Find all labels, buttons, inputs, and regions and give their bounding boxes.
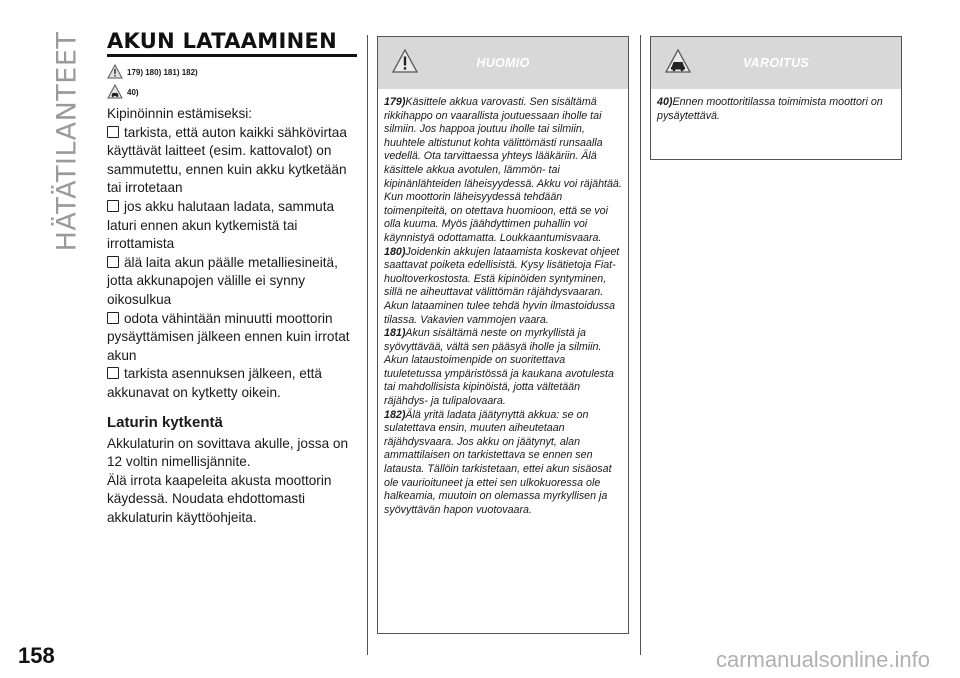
checkbox-bullet-icon [107,367,119,379]
warning-triangle-icon [107,64,123,80]
list-item: odota vähintään minuutti moottorin pysäyttämisen jälkeen ennen kuin irrotat akun [107,310,350,363]
paragraph: Akkulaturin on sovittava akulle, jossa on 12 voltin nimellisjännite. [107,435,349,470]
chapter-title-text: HÄTÄTILANTEET [51,31,83,251]
warning-refs-text: 179) 180) 181) 182) [127,67,198,77]
huomio-title: HUOMIO [476,56,530,70]
column-divider [640,35,641,655]
checkbox-bullet-icon [107,256,119,268]
section-body [107,105,357,527]
checkbox-bullet-icon [107,312,119,324]
list-item: tarkista asennuksen jälkeen, että akkunavat on kytketty oikein. [107,366,322,400]
chapter-title [50,31,84,251]
huomio-box [377,36,629,634]
notice-item: 40)Ennen moottoritilassa toimimista moottori on pysäytettävä. [657,96,883,122]
huomio-header [378,37,628,89]
list-item: älä laita akun päälle metalliesineitä, jotta akkunapojen välille ei synny oikosulkua [107,254,338,307]
subheading: Laturin kytkentä [107,413,223,431]
notice-item: 182)Älä yritä ladata jäätynyttä akkua: se on sulatettava ensin, muuten aiheutetaan räjähdysvaara. Jos akku on jäätynyt, alan ammattilaisen on tarkistettava se ennen sen latausta. Tällöin tarkistetaan, ettei akun sisäosat ole vaurioituneet ja ettei sen ulkokuoressa ole halkeamia, muutoin on olemassa myrkyllisen ja syövyttävän hapon vuotovaara. [384,408,612,516]
intro-text: Kipinöinnin estämiseksi: [107,106,253,121]
section-title: AKUN LATAAMINEN [107,30,357,57]
notice-item: 179)Käsittele akkua varovasti. Sen sisältämä rikkihappo on vaarallista joutuessaan iholle tai silmiin. Jos happoa joutuu iholle tai silmiin, huuhtele altistunut kohta välittömästi runsaalla vedellä. Ota tarvittaessa yhteys lääkäriin. Älä käsittele akkua avotulen, lämmön- tai kipinänlähteiden läheisyydessä. Akku voi räjähtää. Kun moottorin läheisyydessä tehdään toimenpiteitä, on otettava huomioon, että se voi olla kuuma. Myös jäähdyttimen puhallin voi käynnistyä odottamatta. Loukkaantumisvaara. [384,96,622,244]
checkbox-bullet-icon [107,126,119,138]
checkbox-bullet-icon [107,200,119,212]
page-number: 158 [18,643,55,668]
varoitus-title: VAROITUS [742,56,810,70]
list-item: tarkista, että auton kaikki sähkövirtaa käyttävät laitteet (esim. kattovalot) on sammutettu, ennen kuin akku kytketään tai irrotetaan [107,124,347,196]
notice-item: 181)Akun sisältämä neste on myrkyllistä ja syövyttävää, vältä sen pääsyä iholle ja silmiin. Akun lataustoimenpide on suoritettava tuuletetussa ympäristössä ja kaukana avotulesta tai mahdollisista kipinöistä, jotta vältetään räjähdys- ja tulipalovaara. [384,327,614,408]
warning-refs [107,63,357,81]
varoitus-box [650,36,902,160]
varoitus-body [651,89,901,131]
car-caution-icon [664,48,692,74]
list-item: jos akku halutaan ladata, sammuta laturi ennen akun kytkemistä tai irrottamista [107,198,335,252]
varoitus-header [651,37,901,89]
car-caution-icon [107,84,123,100]
watermark: carmanualsonline.info [715,647,930,672]
main-column [107,30,357,527]
caution-refs-text: 40) [127,87,139,97]
paragraph: Älä irrota kaapeleita akusta moottorin käydessä. Noudata ehdottomasti akkulaturin käyttöohjeita. [107,472,332,525]
column-divider [367,35,368,655]
huomio-body [378,89,628,525]
caution-refs [107,83,357,101]
warning-triangle-icon [391,48,419,74]
notice-item: 180)Joidenkin akkujen lataamista koskevat ohjeet saattavat poiketa edellisistä. Kysy lisätietoja Fiat-huoltoverkostosta. Estä kipinöiden syntyminen, sillä ne aiheuttavat välittömän räjähdysvaaran. Akun lataaminen tulee tehdä hyvin ilmastoidussa tilassa. Vakavien vammojen vaara. [384,245,620,326]
